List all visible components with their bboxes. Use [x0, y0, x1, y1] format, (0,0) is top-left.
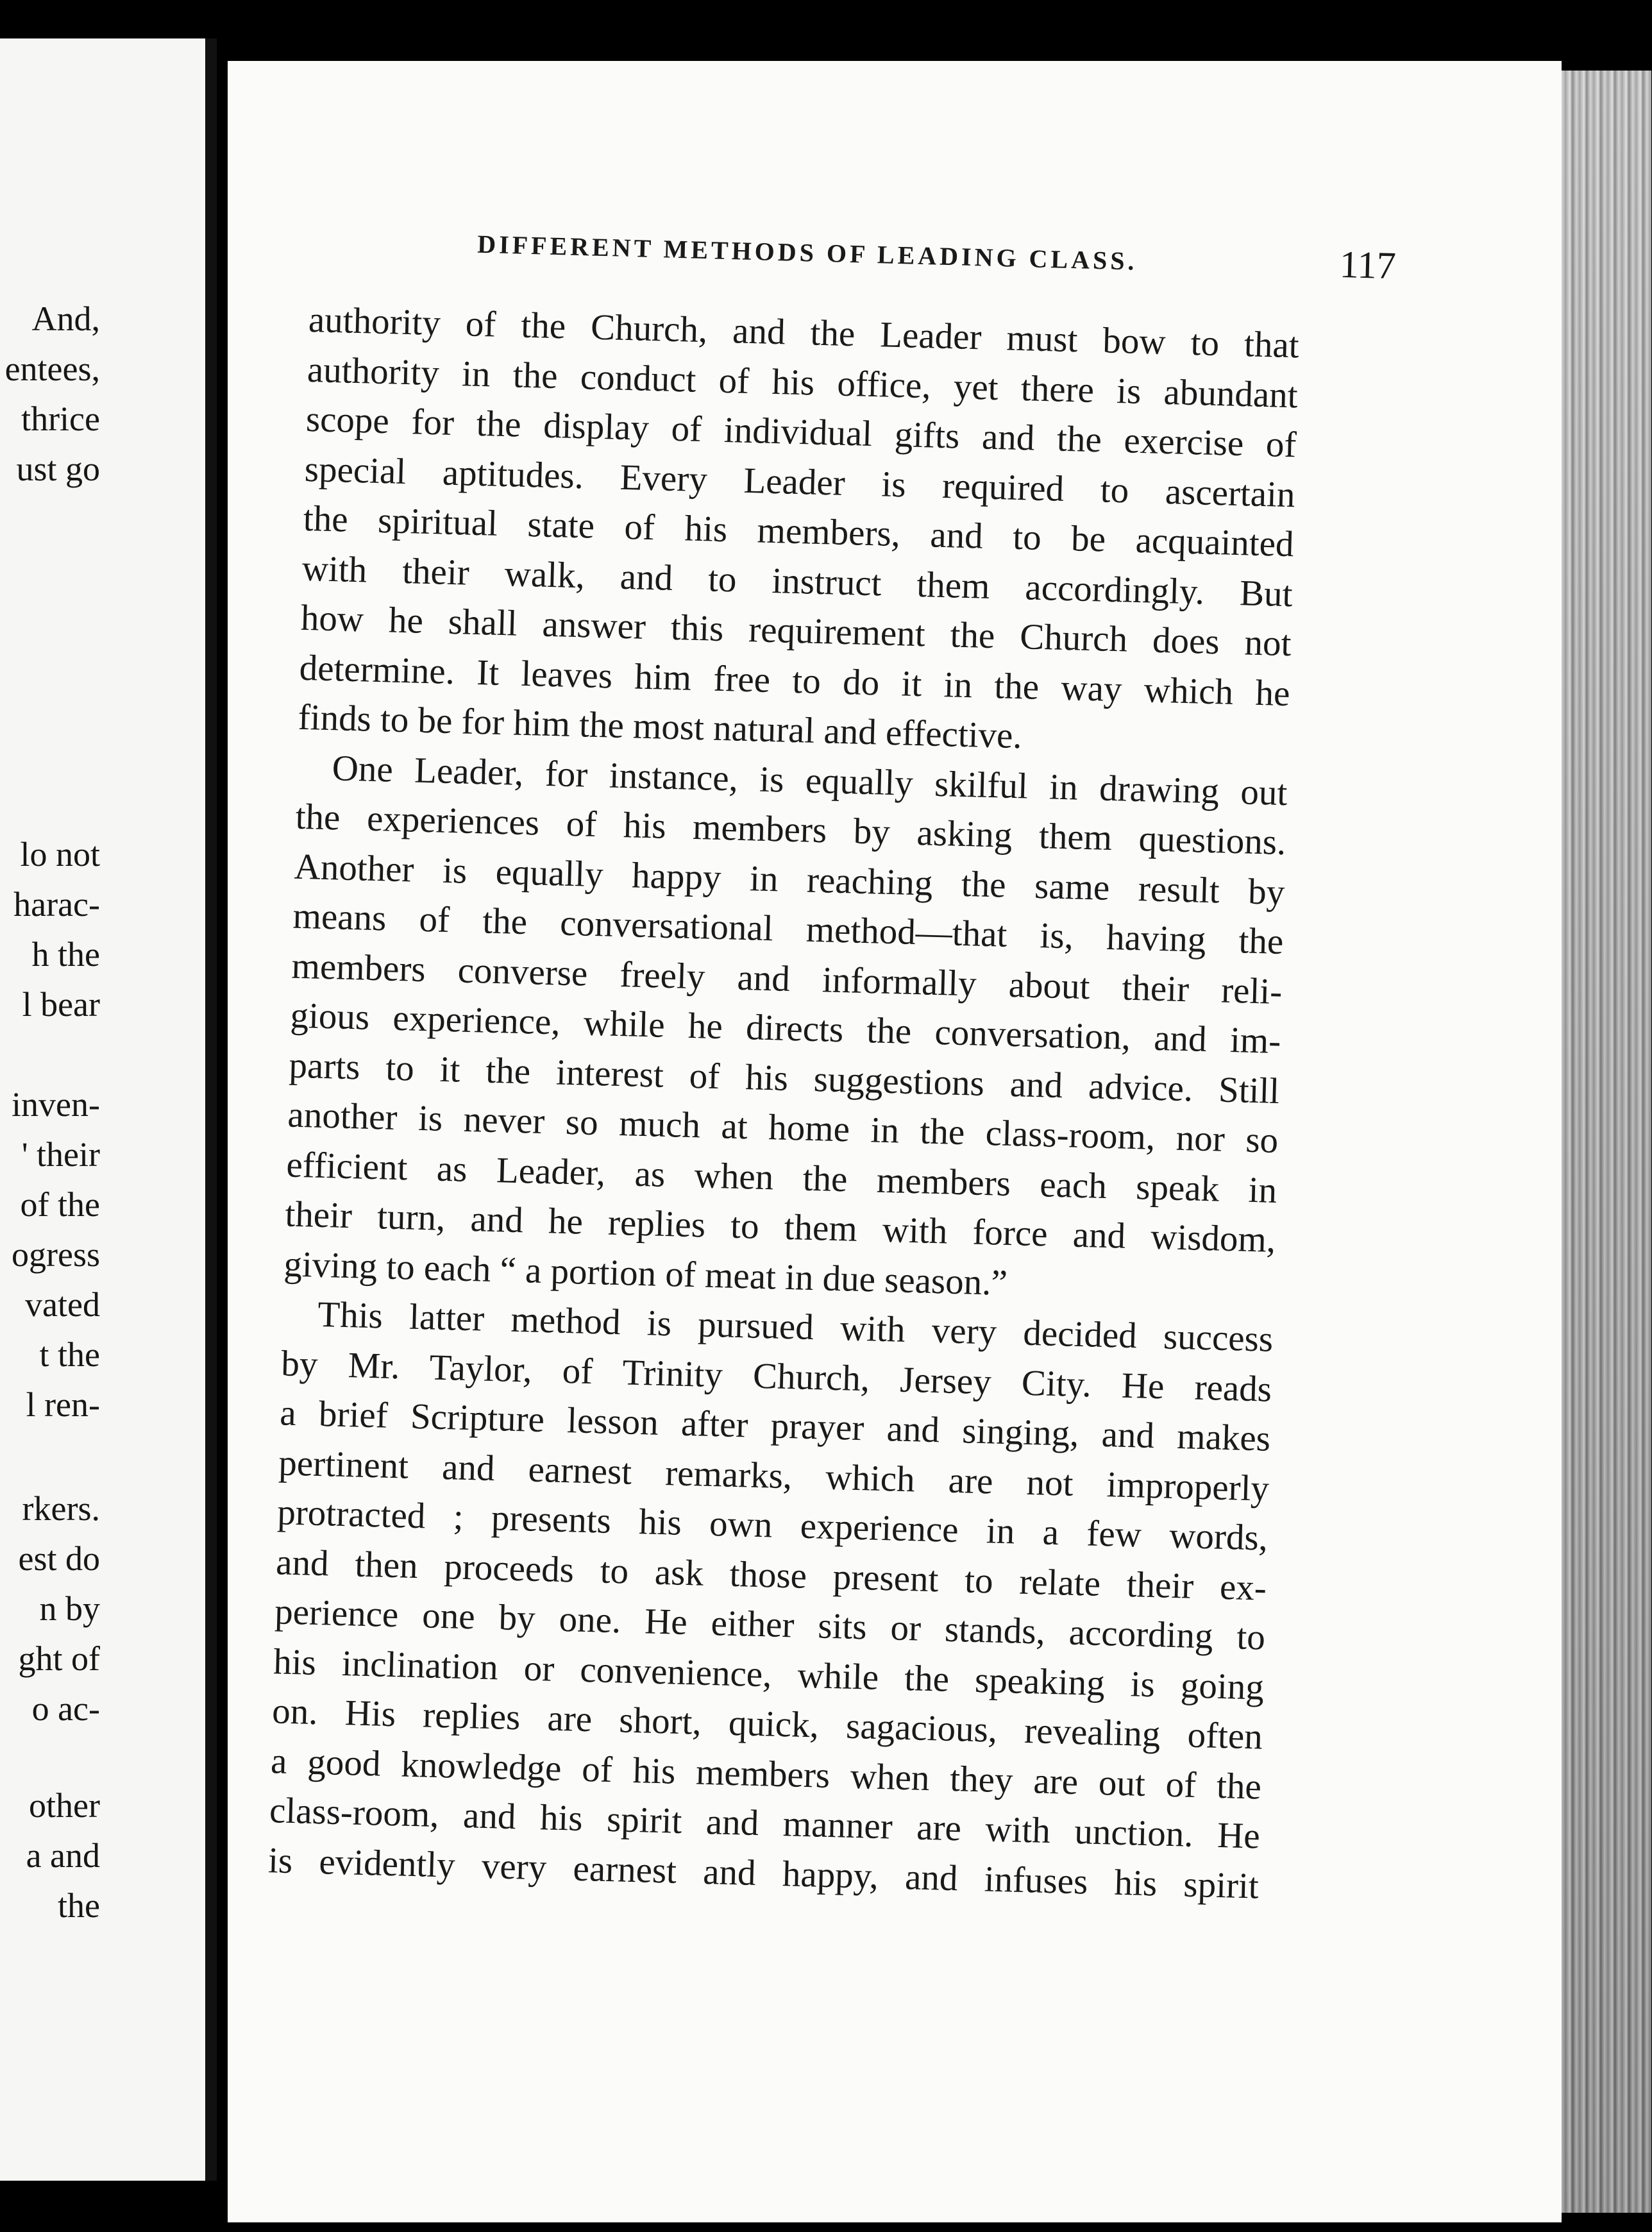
left-text-fragment: entees, — [4, 350, 100, 388]
text-line: giving to each “ a portion of meat in due season.” — [283, 1243, 1008, 1303]
text-line: protracted ; presents his own experience in a few words, — [276, 1492, 1268, 1559]
text-line: class-room, and his spirit and manner are with unction. He — [269, 1790, 1261, 1857]
text-line: on. His replies are short, quick, sagacious, revealing often — [271, 1691, 1263, 1757]
text-line: parts to it the interest of his suggestions and advice. Still — [288, 1045, 1280, 1112]
text-line: This latter method is pursued with very decided success — [317, 1294, 1274, 1360]
left-text-fragment: a and — [26, 1836, 100, 1875]
text-line: a brief Scripture lesson after prayer and singing, and makes — [279, 1392, 1271, 1459]
left-text-fragment: of the — [20, 1185, 100, 1224]
left-text-fragment: ust go — [16, 450, 100, 488]
left-text-fragment: l bear — [22, 985, 100, 1024]
text-line: the spiritual state of his members, and to be acquainted — [303, 498, 1295, 565]
left-text-fragment: And, — [31, 300, 100, 338]
text-line: how he shall answer this requirement the Church does not — [300, 597, 1292, 664]
left-text-fragment: h the — [31, 935, 100, 974]
text-line: One Leader, for instance, is equally skilful in drawing out — [332, 747, 1288, 813]
left-text-fragment: other — [29, 1786, 100, 1825]
left-text-fragment: n by — [39, 1589, 100, 1628]
text-line: gious experience, while he directs the conversation, and im- — [289, 995, 1282, 1062]
text-line: means of the conversational method—that is, having the — [292, 895, 1285, 963]
left-text-fragment: lo not — [20, 835, 100, 874]
left-text-fragment: l ren- — [26, 1385, 100, 1424]
text-line: efficient as Leader, as when the members each speak in — [285, 1144, 1277, 1211]
left-text-fragment: ogress — [12, 1235, 100, 1274]
text-line: is evidently very earnest and happy, and infuses his spirit — [267, 1839, 1260, 1907]
text-line: finds to be for him the most natural and effective. — [298, 697, 1023, 757]
previous-page — [0, 38, 217, 2181]
text-line: perience one by one. He either sits or stands, according to — [274, 1591, 1266, 1658]
left-text-fragment: inven- — [12, 1085, 100, 1124]
left-text-fragment: rkers. — [22, 1489, 100, 1528]
book-page — [228, 61, 1562, 2222]
running-title: DIFFERENT METHODS OF LEADING CLASS. — [476, 229, 1138, 276]
text-line: determine. It leaves him free to do it in the way which he — [299, 647, 1291, 714]
left-text-fragment: thrice — [21, 400, 100, 438]
text-line: by Mr. Taylor, of Trinity Church, Jersey City. He reads — [280, 1342, 1272, 1410]
page-edges — [1552, 71, 1651, 2213]
text-line: scope for the display of individual gifts and the exercise of — [305, 398, 1297, 466]
paragraph — [283, 742, 1288, 1315]
text-line: pertinent and earnest remarks, which are not improperly — [278, 1442, 1270, 1509]
text-line: another is never so much at home in the class-room, nor so — [287, 1094, 1279, 1161]
text-line: the experiences of his members by asking them questions. — [295, 796, 1287, 863]
text-line: a good knowledge of his members when they are out of the — [270, 1740, 1262, 1807]
paragraph — [267, 1289, 1274, 1911]
left-text-fragment: vated — [25, 1285, 100, 1324]
left-text-fragment: ' their — [21, 1135, 100, 1174]
text-line: members converse freely and informally about their reli- — [291, 945, 1283, 1012]
paragraph — [298, 295, 1300, 768]
left-text-fragment: est do — [18, 1539, 100, 1578]
text-line: his inclination or convenience, while the speaking is going — [273, 1641, 1265, 1708]
text-line: special aptitudes. Every Leader is required to ascertain — [304, 448, 1296, 515]
left-text-fragment: o ac- — [31, 1689, 100, 1728]
left-text-fragment: ght of — [18, 1639, 100, 1678]
left-text-fragment: t the — [39, 1335, 100, 1374]
text-line: and then proceeds to ask those present to relate their ex- — [275, 1541, 1267, 1609]
text-line: authority in the conduct of his office, yet there is abundant — [307, 349, 1299, 416]
text-line: Another is equally happy in reaching the same result by — [293, 846, 1286, 913]
text-line: authority of the Church, and the Leader must bow to that — [308, 299, 1300, 366]
left-text-fragment: harac- — [13, 885, 100, 924]
page-number: 117 — [1339, 243, 1397, 287]
text-line: their turn, and he replies to them with force and wisdom, — [284, 1194, 1276, 1260]
left-text-fragment: the — [58, 1886, 100, 1925]
page-content — [267, 224, 1542, 1917]
text-line: with their walk, and to instruct them accordingly. But — [301, 548, 1294, 614]
